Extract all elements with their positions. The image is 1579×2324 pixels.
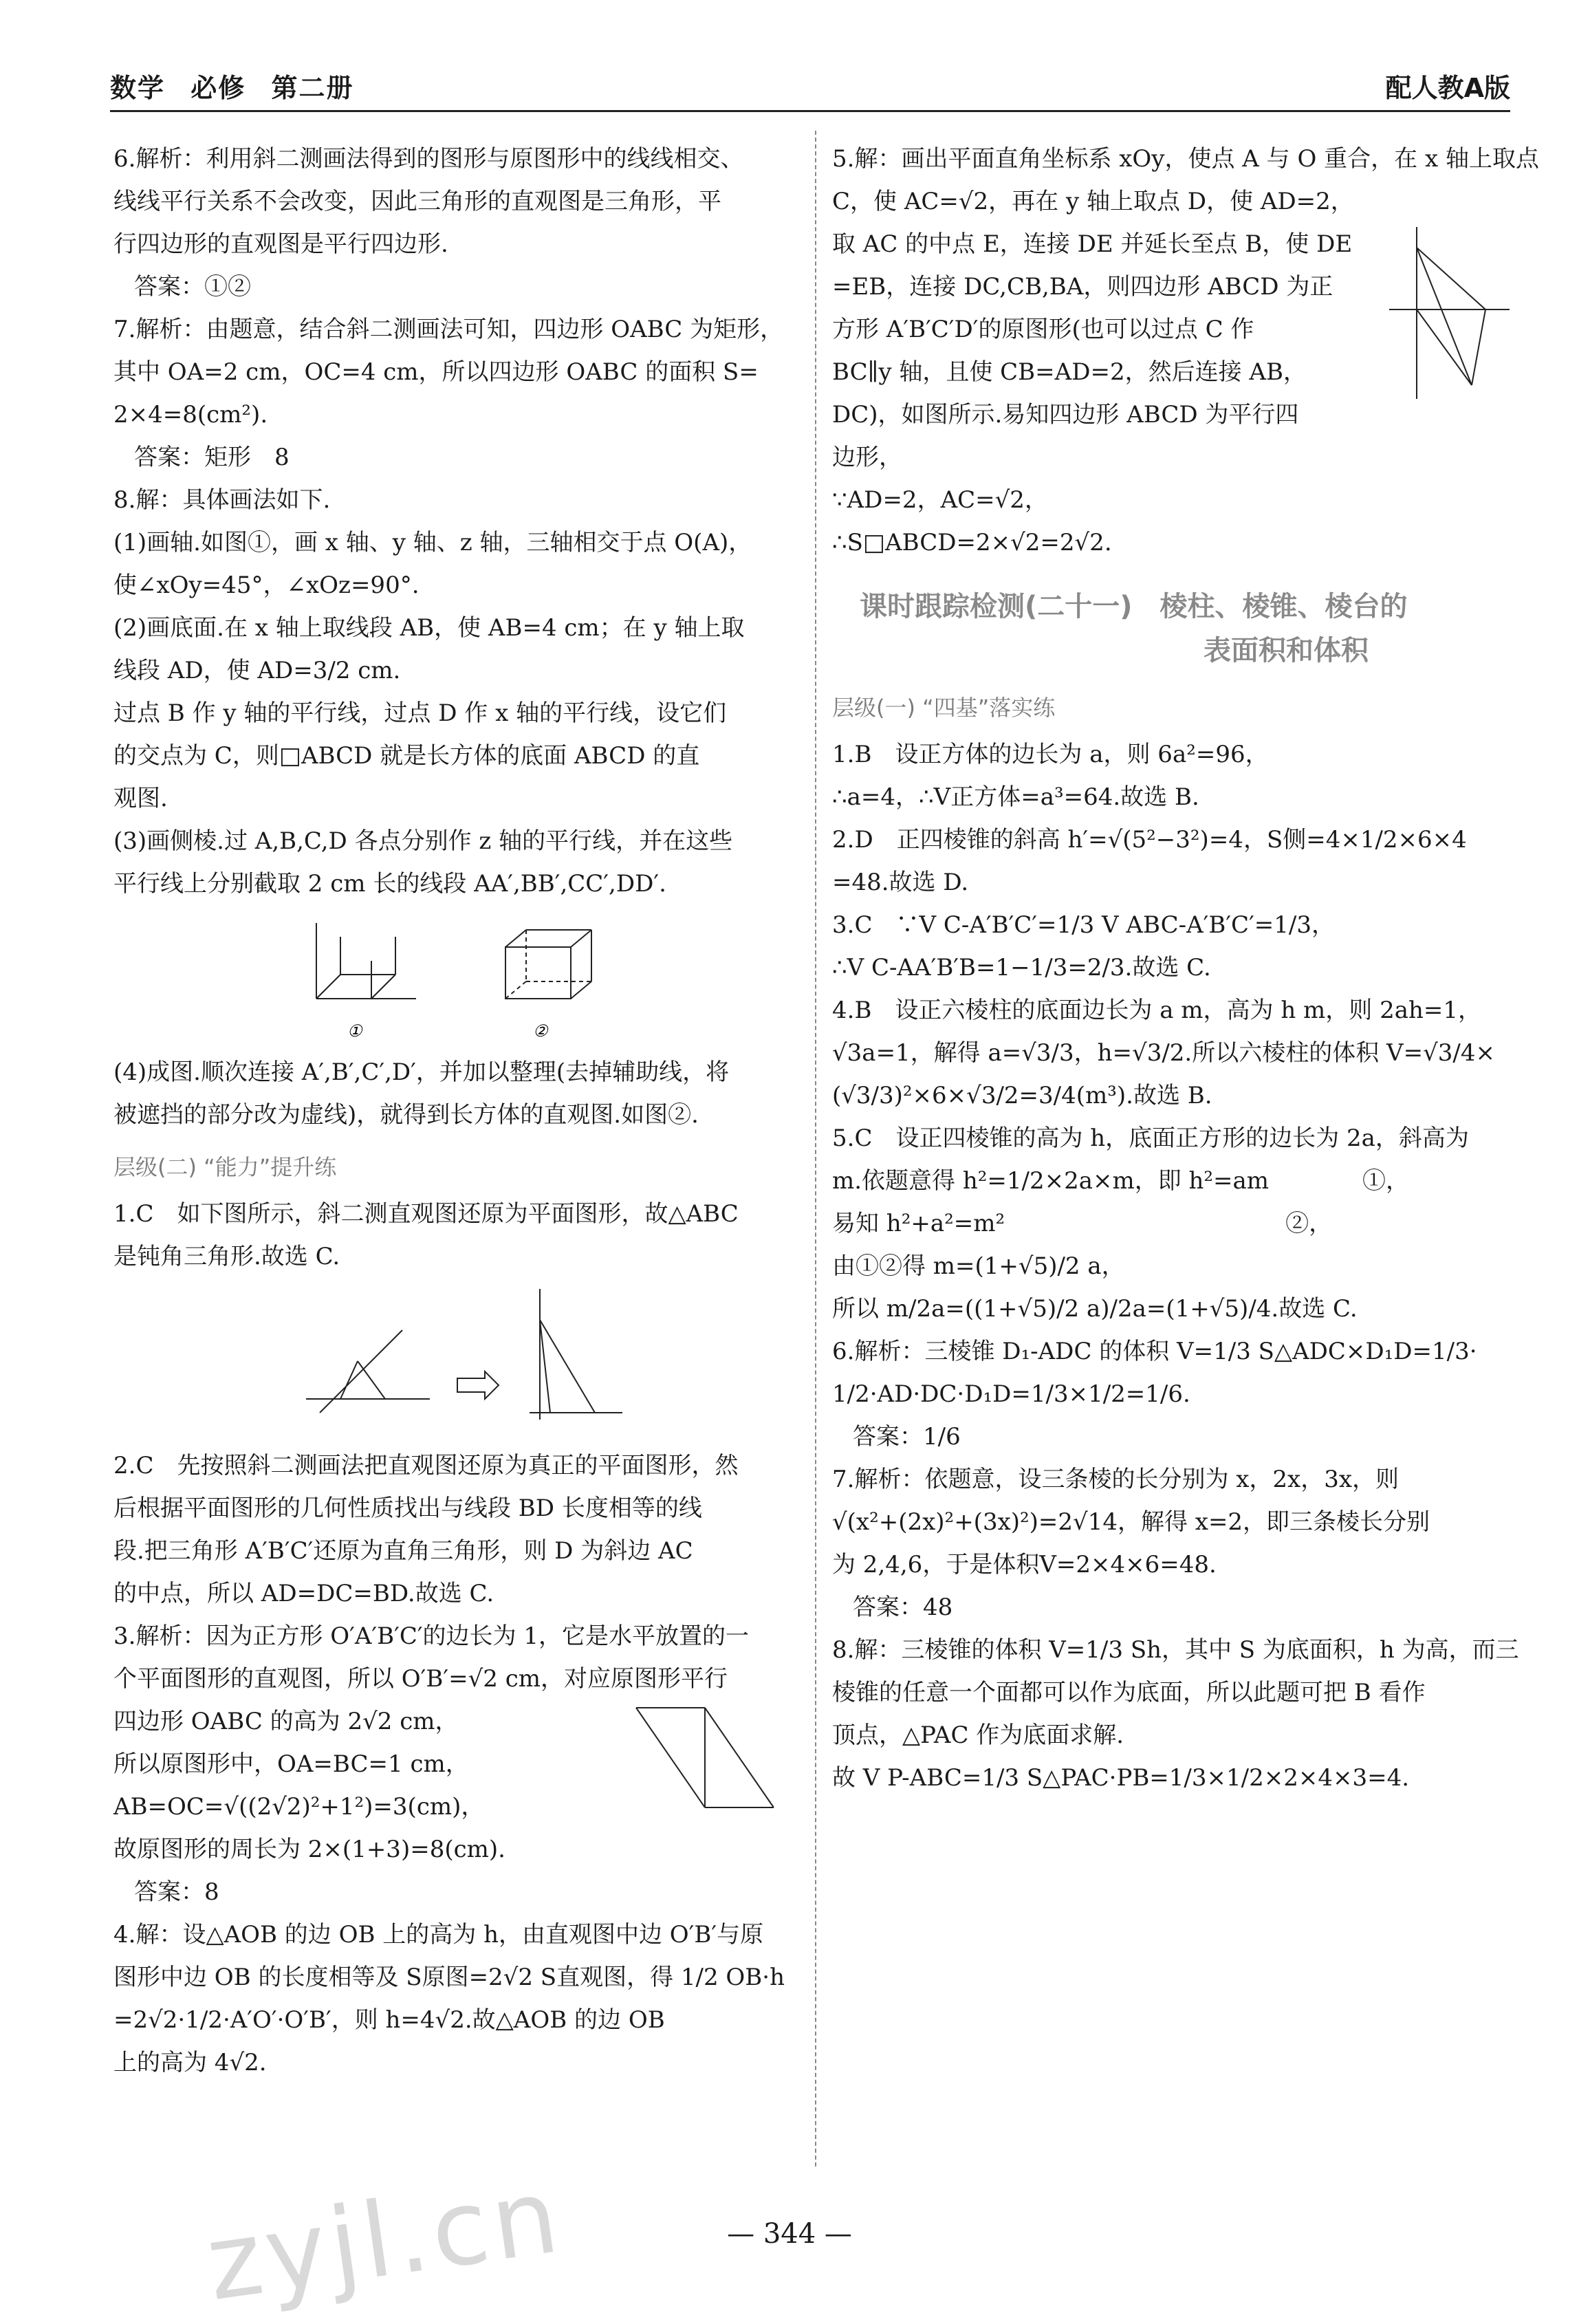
text-line: 所以原图形中，OA=BC=1 cm， [113, 1750, 469, 1778]
text-line: 取 AC 的中点 E，连接 DE 并延长至点 B，使 DE [832, 230, 1353, 258]
text-line: 方形 A′B′C′D′的原图形(也可以过点 C 作 [832, 316, 1254, 343]
text-line: 观图. [113, 785, 168, 812]
text-line: (4)成图.顺次连接 A′,B′,C′,D′，并加以整理(去掉辅助线，将 [113, 1058, 730, 1086]
text-line: 故 V P-ABC=1/3 S△PAC·PB=1/3×1/2×2×4×3=4. [832, 1764, 1410, 1792]
text-line: 由①②得 m=(1+√5)/2 a， [832, 1252, 1125, 1280]
coordinate-diagram [1382, 220, 1513, 406]
text-line: 5.解：画出平面直角坐标系 xOy，使点 A 与 O 重合，在 x 轴上取点 [832, 145, 1539, 173]
answer-6b [832, 1330, 1513, 1458]
text-line: 3.解析：因为正方形 O′A′B′C′的边长为 1，它是水平放置的一 [113, 1622, 749, 1650]
text-line: 1.B 设正方体的边长为 a，则 6a²=96， [832, 741, 1269, 768]
figure-triangle-restore [113, 1282, 801, 1440]
text-line: 行四边形的直观图是平行四边形. [113, 230, 448, 258]
text-line: 7.解析：由题意，结合斜二测画法可知，四边形 OABC 为矩形， [113, 316, 784, 343]
text-line: 过点 B 作 y 轴的平行线，过点 D 作 x 轴的平行线，设它们 [113, 699, 727, 727]
text-line: 图形中边 OB 的长度相等及 S原图=2√2 S直观图，得 1/2 OB·h [113, 1964, 785, 1991]
text-line: AB=OC=√((2√2)²+1²)=3(cm)， [113, 1793, 485, 1821]
text-line: 使∠xOy=45°，∠xOz=90°. [113, 572, 420, 599]
text-line: 是钝角三角形.故选 C. [113, 1243, 340, 1270]
text-line: (3)画侧棱.过 A,B,C,D 各点分别作 z 轴的平行线，并在这些 [113, 827, 733, 855]
answer-5 [832, 138, 1539, 564]
text-line: (1)画轴.如图①，画 x 轴、y 轴、z 轴，三轴相交于点 O(A)， [113, 529, 752, 556]
text-line: =EB，连接 DC,CB,BA，则四边形 ABCD 为正 [832, 273, 1333, 301]
answer-2 [832, 818, 1513, 904]
text-line: ∵AD=2，AC=√2， [832, 486, 1048, 514]
text-line: m.依题意得 h²=1/2×2a×m，即 h²=am ①， [832, 1167, 1410, 1195]
text-line: 1/2·AD·DC·D₁D=1/3×1/2=1/6. [832, 1380, 1190, 1408]
answer-line: 答案：1/6 [853, 1423, 961, 1451]
answer-3-level2 [113, 1615, 801, 1913]
text-line: ∴a=4，∴V正方体=a³=64.故选 B. [832, 783, 1199, 811]
text-line: ∴S□ABCD=2×√2=2√2. [832, 529, 1112, 556]
level-2-heading: 层级(二) “能力”提升练 [113, 1154, 337, 1180]
text-line: ∴V C-AA′B′B=1−1/3=2/3.故选 C. [832, 954, 1211, 981]
section-title [832, 585, 1513, 673]
text-line: 2.C 先按照斜二测画法把直观图还原为真正的平面图形，然 [113, 1452, 739, 1479]
text-line: 顶点，△PAC 作为底面求解. [832, 1722, 1124, 1749]
level-1-heading: 层级(一) “四基”落实练 [832, 695, 1056, 721]
answer-4 [832, 989, 1513, 1117]
section-title-line: 课时跟踪检测(二十一) 棱柱、棱锥、棱台的 [860, 591, 1408, 622]
text-line: 2×4=8(cm²). [113, 401, 268, 428]
answer-8-cont [113, 1051, 801, 1136]
triangle-diagram [113, 1282, 801, 1440]
text-line: DC)，如图所示.易知四边形 ABCD 为平行四 [832, 401, 1299, 428]
text-line: (2)画底面.在 x 轴上取线段 AB，使 AB=4 cm；在 y 轴上取 [113, 614, 745, 642]
watermark: zyjl.cn [199, 2155, 569, 2324]
figure-label: ① [347, 1021, 362, 1041]
figure-label: ② [533, 1021, 548, 1041]
cuboid-diagram [113, 909, 801, 1047]
text-line: 5.C 设正四棱锥的高为 h，底面正方形的边长为 2a，斜高为 [832, 1125, 1469, 1152]
text-line: 的交点为 C，则□ABCD 就是长方体的底面 ABCD 的直 [113, 742, 700, 770]
text-line: BC∥y 轴，且使 CB=AD=2，然后连接 AB， [832, 358, 1307, 386]
answer-7b [832, 1458, 1513, 1629]
text-line: =48.故选 D. [832, 869, 969, 896]
text-line: C，使 AC=√2，再在 y 轴上取点 D，使 AD=2， [832, 188, 1354, 215]
text-line: 4.B 设正六棱柱的底面边长为 a m，高为 h m，则 2ah=1， [832, 997, 1482, 1024]
text-line: √(x²+(2x)²+(3x)²)=2√14，解得 x=2，即三条棱长分别 [832, 1508, 1430, 1536]
answer-line: 答案：48 [853, 1594, 953, 1621]
answer-line: 答案：①② [134, 273, 251, 301]
text-line: (√3/3)²×6×√3/2=3/4(m³).故选 B. [832, 1082, 1212, 1109]
text-line: 2.D 正四棱锥的斜高 h′=√(5²−3²)=4，S侧=4×1/2×6×4 [832, 826, 1467, 854]
text-line: 8.解：三棱锥的体积 V=1/3 Sh，其中 S 为底面积，h 为高，而三 [832, 1636, 1519, 1664]
text-line: 后根据平面图形的几何性质找出与线段 BD 长度相等的线 [113, 1495, 702, 1522]
column-divider [815, 131, 816, 2166]
text-line: 棱锥的任意一个面都可以作为底面，所以此题可把 B 看作 [832, 1679, 1426, 1706]
section-title-line: 表面积和体积 [1204, 635, 1369, 666]
answer-5b [832, 1117, 1513, 1330]
text-line: 的中点，所以 AD=DC=BD.故选 C. [113, 1580, 494, 1607]
parallelogram-diagram [629, 1697, 787, 1821]
page-header [110, 63, 1510, 105]
text-line: 故原图形的周长为 2×(1+3)=8(cm). [113, 1836, 505, 1863]
answer-6 [113, 138, 801, 308]
answer-4-level2 [113, 1913, 801, 2084]
text-line: 线线平行关系不会改变，因此三角形的直观图是三角形，平 [113, 188, 721, 215]
text-line: 易知 h²+a²=m² ②， [832, 1210, 1333, 1237]
answer-line: 答案：8 [134, 1878, 219, 1906]
text-line: 被遮挡的部分改为虚线)，就得到长方体的直观图.如图②. [113, 1101, 699, 1129]
answer-7 [113, 308, 801, 479]
text-line: √3a=1，解得 a=√3/3，h=√3/2.所以六棱柱的体积 V=√3/4× [832, 1039, 1495, 1067]
answer-line: 答案：矩形 8 [134, 444, 290, 471]
edition-label: 配人教A版 [1385, 73, 1510, 103]
text-line: 8.解：具体画法如下. [113, 486, 331, 514]
answer-8b [832, 1629, 1519, 1799]
book-title: 数学 必修 第二册 [110, 73, 354, 103]
text-line: 为 2,4,6，于是体积V=2×4×6=48. [832, 1551, 1217, 1578]
text-line: 上的高为 4√2. [113, 2049, 267, 2076]
text-line: 其中 OA=2 cm，OC=4 cm，所以四边形 OABC 的面积 S= [113, 358, 759, 386]
header-rule [110, 110, 1510, 112]
answer-1-level2 [113, 1193, 801, 1278]
figure-cuboid [113, 909, 801, 1047]
text-line: 6.解析：利用斜二测画法得到的图形与原图形中的线线相交、 [113, 145, 744, 173]
text-line: 6.解析：三棱锥 D₁-ADC 的体积 V=1/3 S△ADC×D₁D=1/3· [832, 1338, 1477, 1365]
text-line: 边形， [832, 444, 902, 471]
text-line: =2√2·1/2·A′O′·O′B′，则 h=4√2.故△AOB 的边 OB [113, 2006, 665, 2034]
answer-1 [832, 733, 1513, 818]
answer-3 [832, 904, 1513, 989]
text-line: 段.把三角形 A′B′C′还原为直角三角形，则 D 为斜边 AC [113, 1537, 693, 1565]
text-line: 四边形 OABC 的高为 2√2 cm， [113, 1708, 459, 1735]
answer-2-level2 [113, 1444, 801, 1615]
text-line: 平行线上分别截取 2 cm 长的线段 AA′,BB′,CC′,DD′. [113, 870, 666, 898]
right-column [832, 138, 1539, 1799]
answer-8 [113, 479, 801, 905]
text-line: 线段 AD，使 AD=3/2 cm. [113, 657, 401, 684]
text-line: 所以 m/2a=((1+√5)/2 a)/2a=(1+√5)/4.故选 C. [832, 1295, 1358, 1323]
left-column [113, 138, 801, 2084]
text-line: 3.C ∵V C-A′B′C′=1/3 V ABC-A′B′C′=1/3， [832, 911, 1335, 939]
text-line: 7.解析：依题意，设三条棱的长分别为 x，2x，3x，则 [832, 1466, 1400, 1493]
text-line: 4.解：设△AOB 的边 OB 上的高为 h，由直观图中边 O′B′与原 [113, 1921, 764, 1948]
text-line: 1.C 如下图所示，斜二测直观图还原为平面图形，故△ABC [113, 1200, 739, 1228]
text-line: 个平面图形的直观图，所以 O′B′=√2 cm，对应原图形平行 [113, 1665, 728, 1693]
page-number: — 344 — [727, 2218, 852, 2250]
